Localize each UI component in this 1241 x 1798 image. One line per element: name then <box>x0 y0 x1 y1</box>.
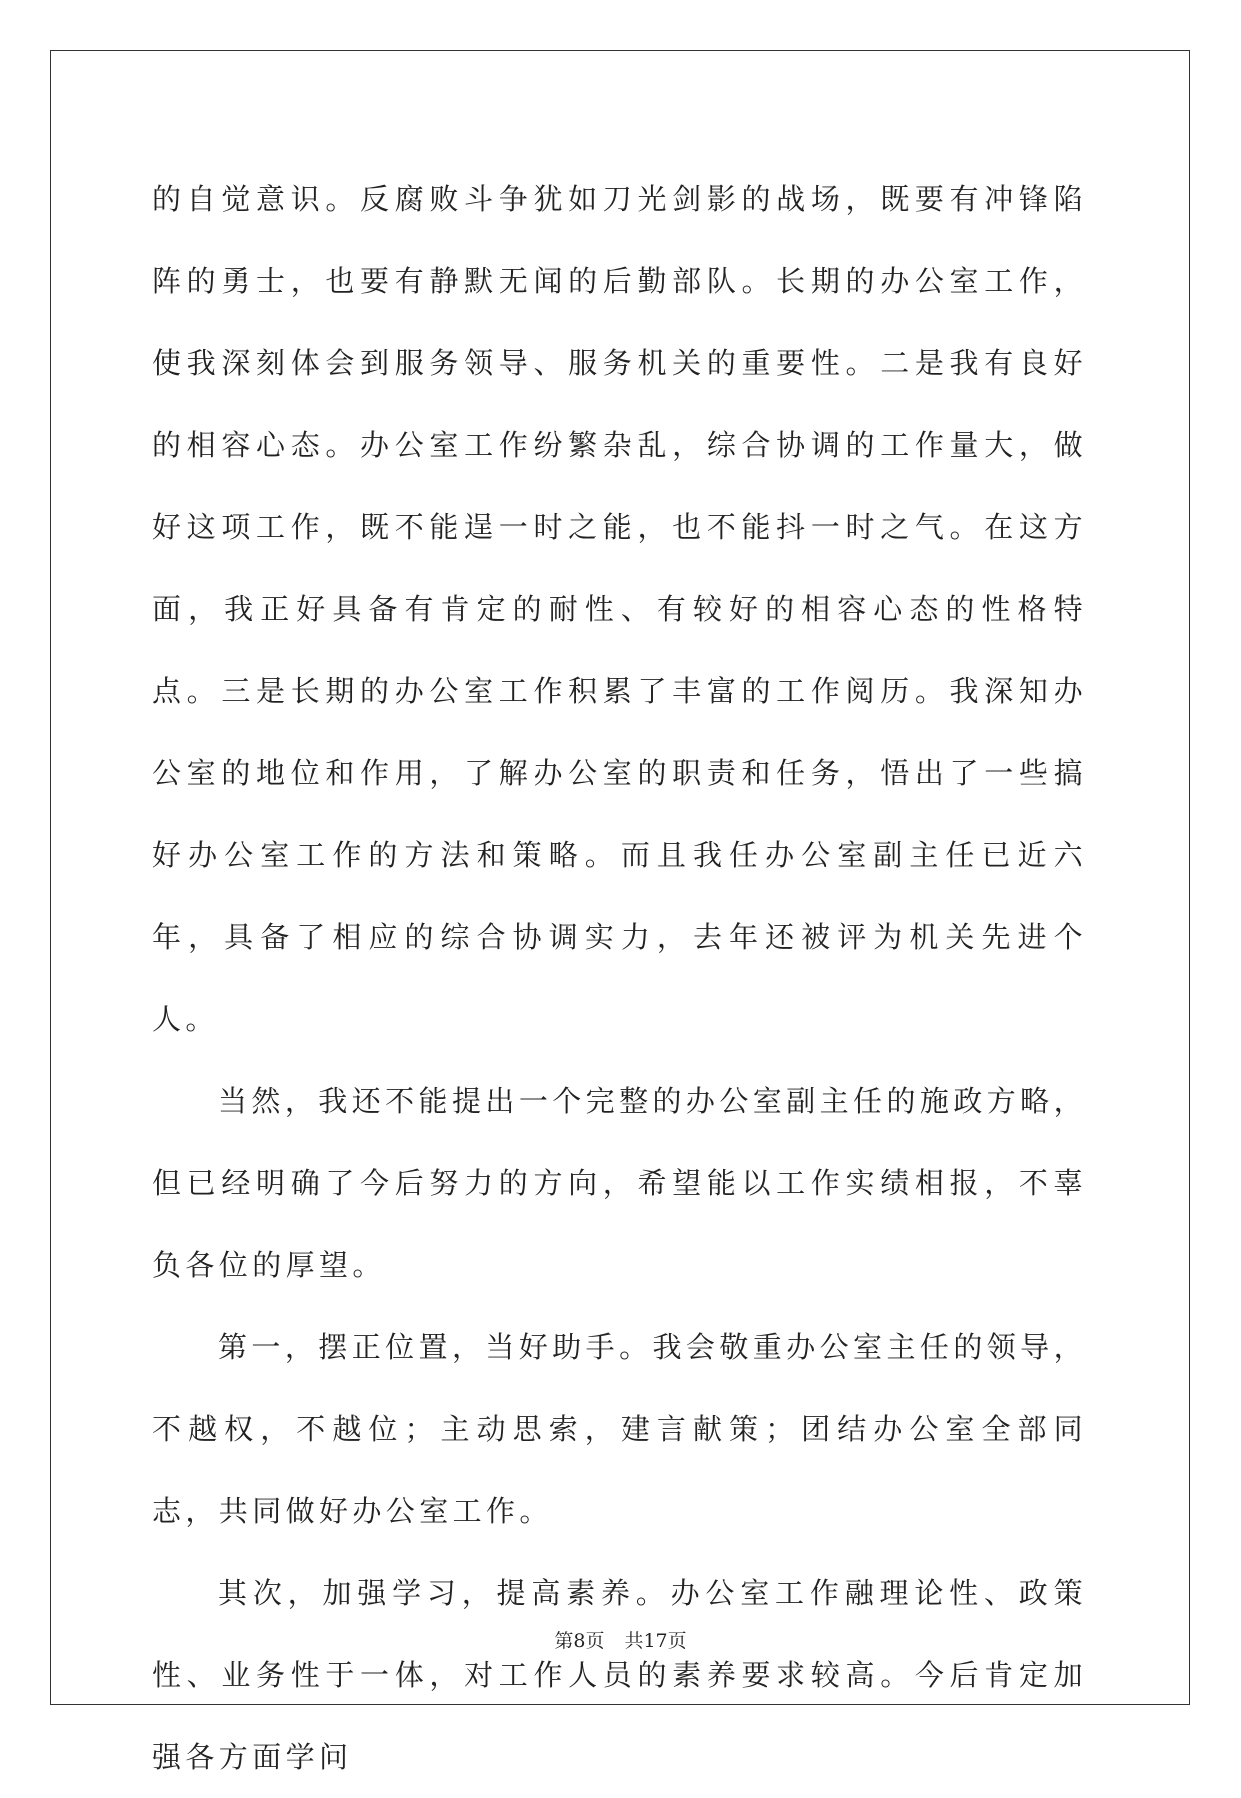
paragraph-3: 第一，摆正位置，当好助手。我会敬重办公室主任的领导，不越权，不越位；主动思索，建言献策；团结办公室全部同志，共同做好办公室工作。 <box>152 1330 1087 1528</box>
page-number-total: 共17页 <box>624 1630 687 1652</box>
paragraph-2: 当然，我还不能提出一个完整的办公室副主任的施政方略，但已经明确了今后努力的方向，希望能以工作实绩相报，不辜负各位的厚望。 <box>152 1084 1087 1282</box>
page-number-current: 第8页 <box>554 1630 605 1652</box>
paragraph-1: 的自觉意识。反腐败斗争犹如刀光剑影的战场，既要有冲锋陷阵的勇士，也要有静默无闻的后勤部队。长期的办公室工作，使我深刻体会到服务领导、服务机关的重要性。二是我有良好的相容心态。办公室工作纷繁杂乱，综合协调的工作量大，做好这项工作，既不能逞一时之能，也不能抖一时之气。在这方面，我正好具备有肯定的耐性、有较好的相容心态的性格特点。三是长期的办公室工作积累了丰富的工作阅历。我深知办公室的地位和作用，了解办公室的职责和任务，悟出了一些搞好办公室工作的方法和策略。而且我任办公室副主任已近六年，具备了相应的综合协调实力，去年还被评为机关先进个人。 <box>152 182 1087 1036</box>
page-footer <box>0 1626 1241 1653</box>
paragraph-4: 其次，加强学习，提高素养。办公室工作融理论性、政策性、业务性于一体，对工作人员的素养要求较高。今后肯定加强各方面学问 <box>152 1576 1087 1774</box>
document-body <box>152 158 1087 1798</box>
